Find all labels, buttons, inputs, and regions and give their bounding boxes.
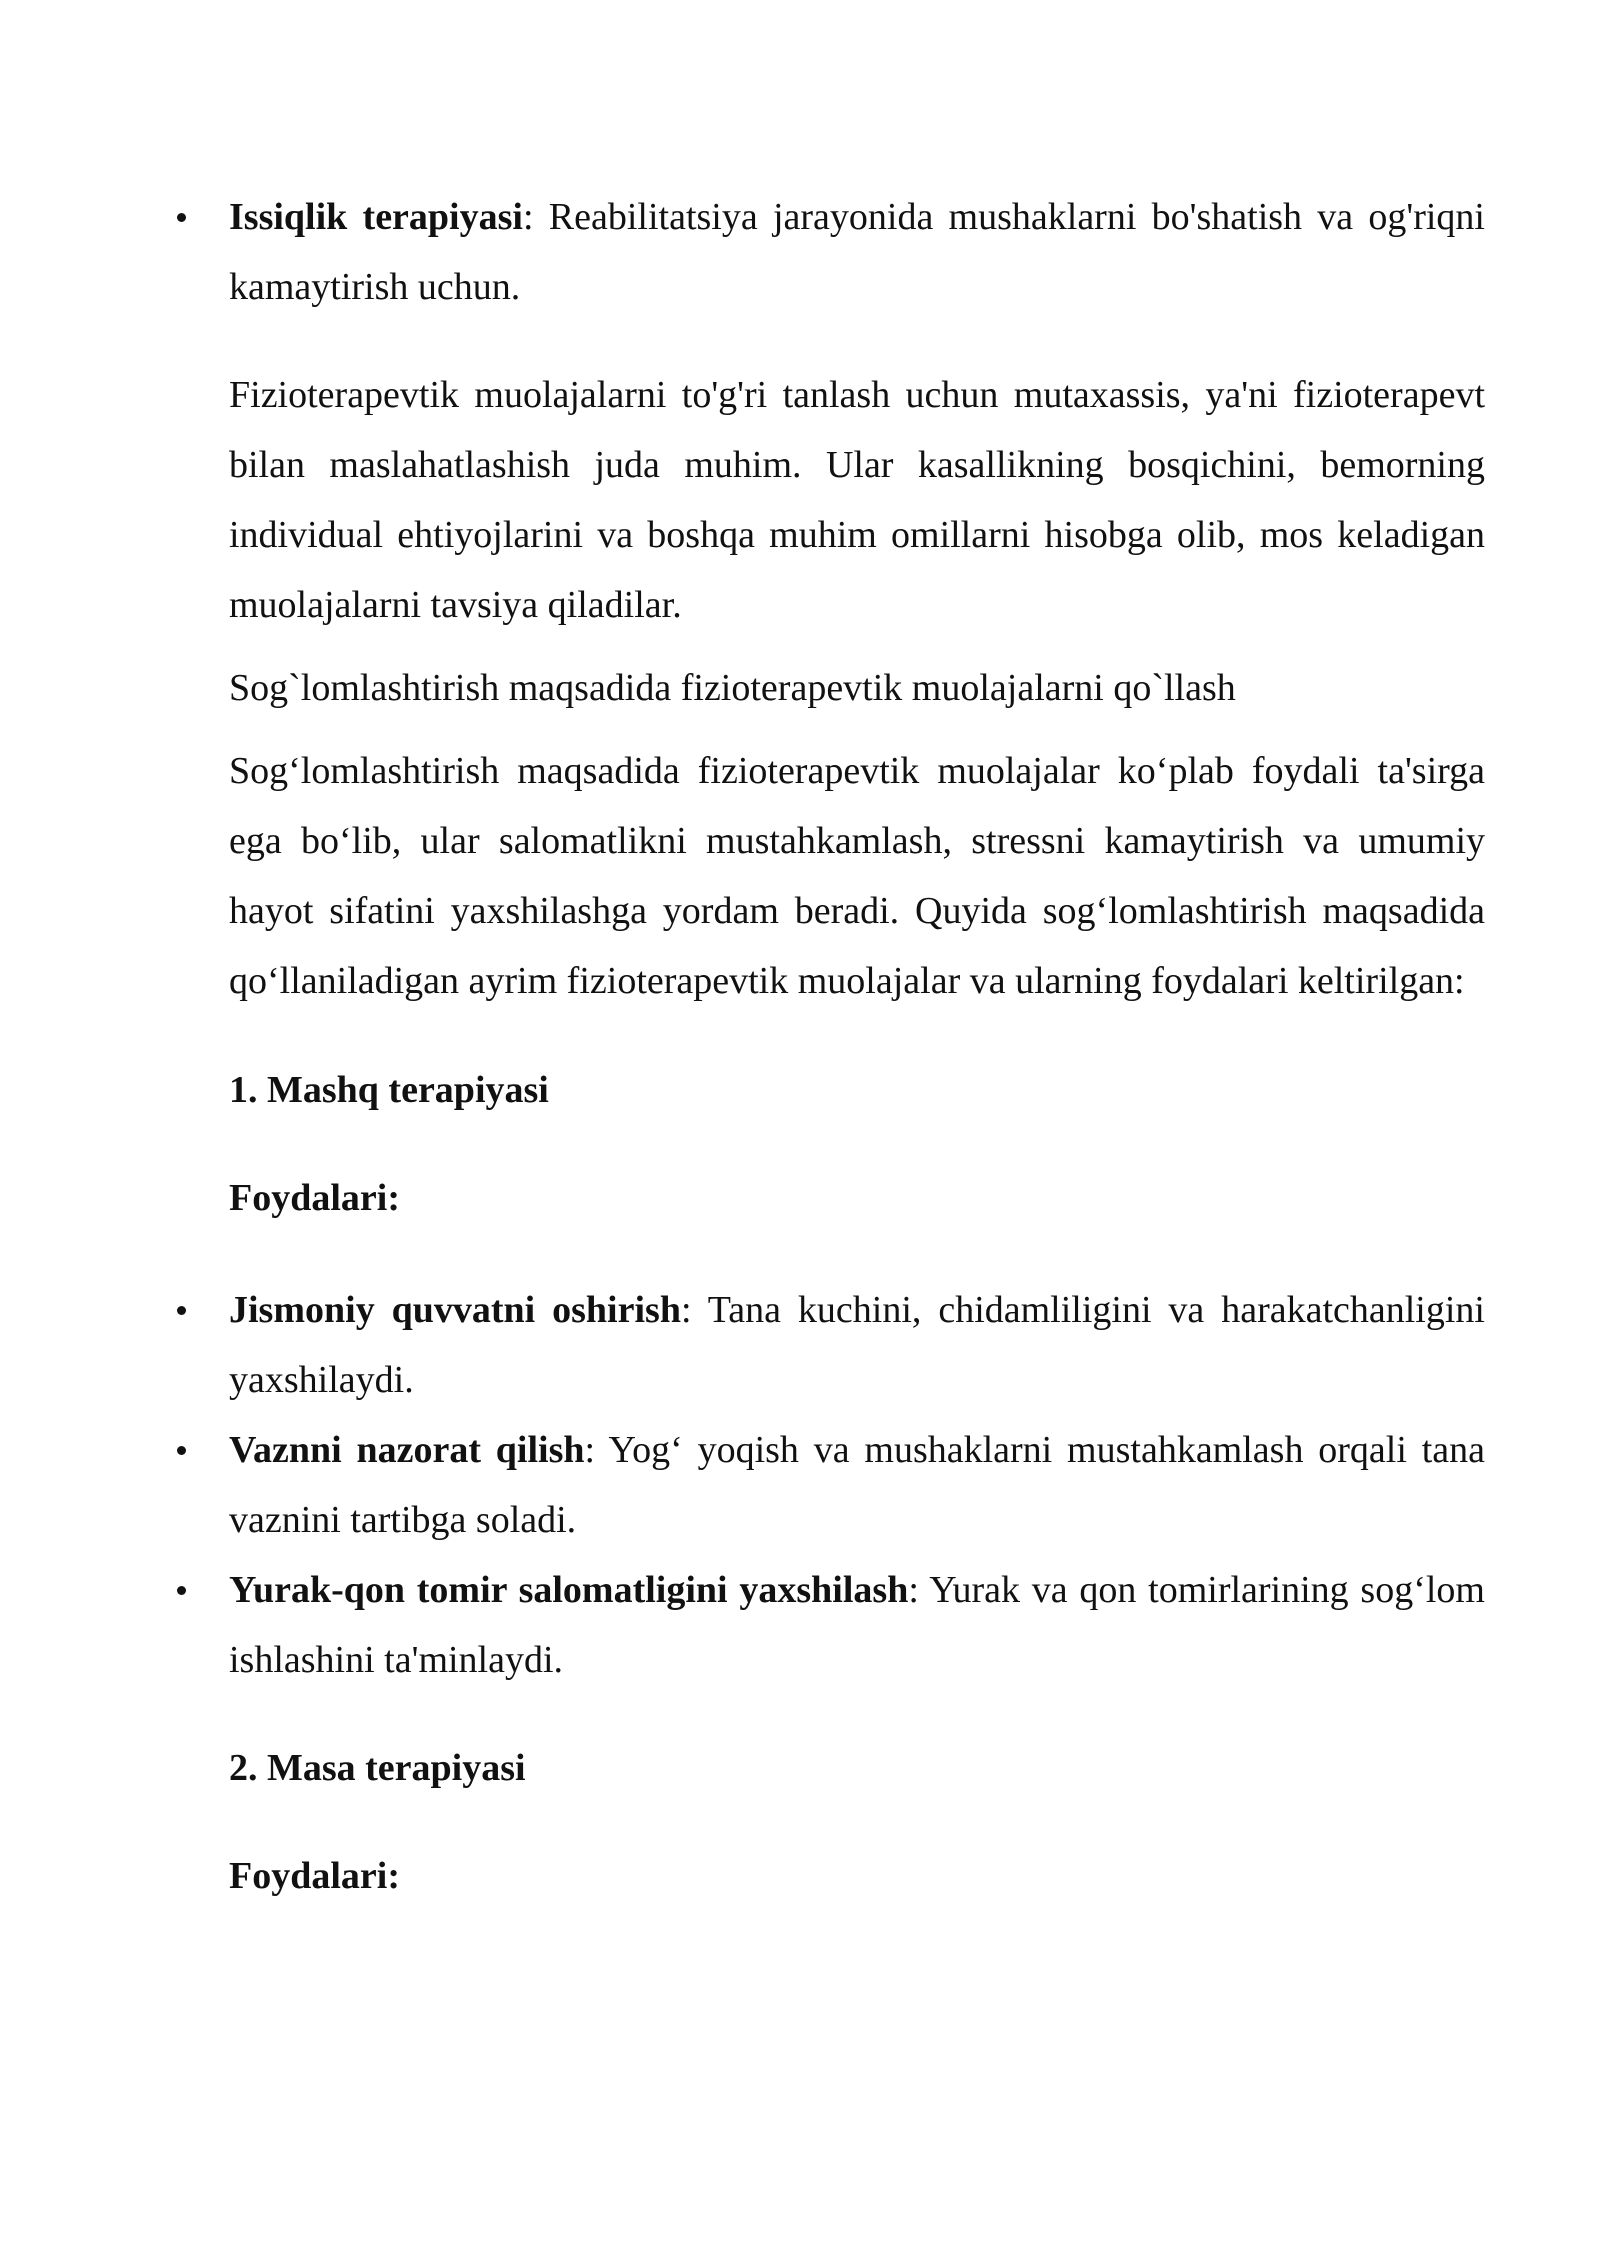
paragraph-soglomlashtirish: Sog‘lomlashtirish maqsadida fizioterapevtik muolajalar ko‘plab foydali ta'sirga ega bo‘lib, ular salomatlikni mustahkamlash, stressni kamaytirish va umumiy hayot sifatini yaxshilashga yordam beradi. Quyida sog‘lomlashtirish maqsadida qo‘llaniladigan ayrim fizioterapevtik muolajalar va ularning foydalari keltirilgan: bbox=[229, 750, 1485, 1002]
bullet-dot-icon bbox=[177, 213, 186, 222]
bullet-item-jismoniy-quvvat bbox=[229, 1275, 1485, 1415]
bullet-term: Vaznni nazorat qilish bbox=[229, 1429, 585, 1471]
heading-masa-terapiyasi: 2. Masa terapiyasi bbox=[229, 1747, 526, 1789]
bullet-dot-icon bbox=[177, 1306, 186, 1315]
bullet-item-issiqlik-terapiyasi bbox=[229, 182, 1485, 322]
bullet-text: : Tana kuchini, chidamliligini va harakatchanligini yaxshilaydi. bbox=[229, 1289, 1485, 1401]
section-title: Sog`lomlashtirish maqsadida fizioterapevtik muolajalarni qo`llash bbox=[229, 667, 1236, 709]
benefits-label-2: Foydalari: bbox=[229, 1855, 400, 1897]
bullet-text: : Yurak va qon tomirlarining sog‘lom ishlashini ta'minlaydi. bbox=[229, 1569, 1485, 1681]
benefits-list-1 bbox=[229, 1275, 1485, 1695]
bullet-text: : Yog‘ yoqish va mushaklarni mustahkamlash orqali tana vaznini tartibga soladi. bbox=[229, 1429, 1485, 1541]
top-bullet-list bbox=[229, 182, 1485, 322]
page-content bbox=[229, 182, 1485, 1911]
bullet-term: Yurak-qon tomir salomatligini yaxshilash bbox=[229, 1569, 909, 1611]
bullet-item-yurak-qon-tomir bbox=[229, 1555, 1485, 1695]
paragraph-fizioterapevt: Fizioterapevtik muolajalarni to'g'ri tanlash uchun mutaxassis, ya'ni fizioterapevt bilan maslahatlashish juda muhim. Ular kasallikning bosqichini, bemorning individual ehtiyojlarini va boshqa muhim omillarni hisobga olib, mos keladigan muolajalarni tavsiya qiladilar. bbox=[229, 374, 1485, 626]
bullet-dot-icon bbox=[177, 1446, 186, 1455]
bullet-term: Jismoniy quvvatni oshirish bbox=[229, 1289, 681, 1331]
heading-mashq-terapiyasi: 1. Mashq terapiyasi bbox=[229, 1069, 549, 1111]
benefits-label-1: Foydalari: bbox=[229, 1177, 400, 1219]
bullet-term: Issiqlik terapiyasi bbox=[229, 196, 523, 238]
bullet-text: : Reabilitatsiya jarayonida mushaklarni bo'shatish va og'riqni kamaytirish uchun. bbox=[229, 196, 1485, 308]
bullet-item-vaznni-nazorat bbox=[229, 1415, 1485, 1555]
bullet-dot-icon bbox=[177, 1586, 186, 1595]
